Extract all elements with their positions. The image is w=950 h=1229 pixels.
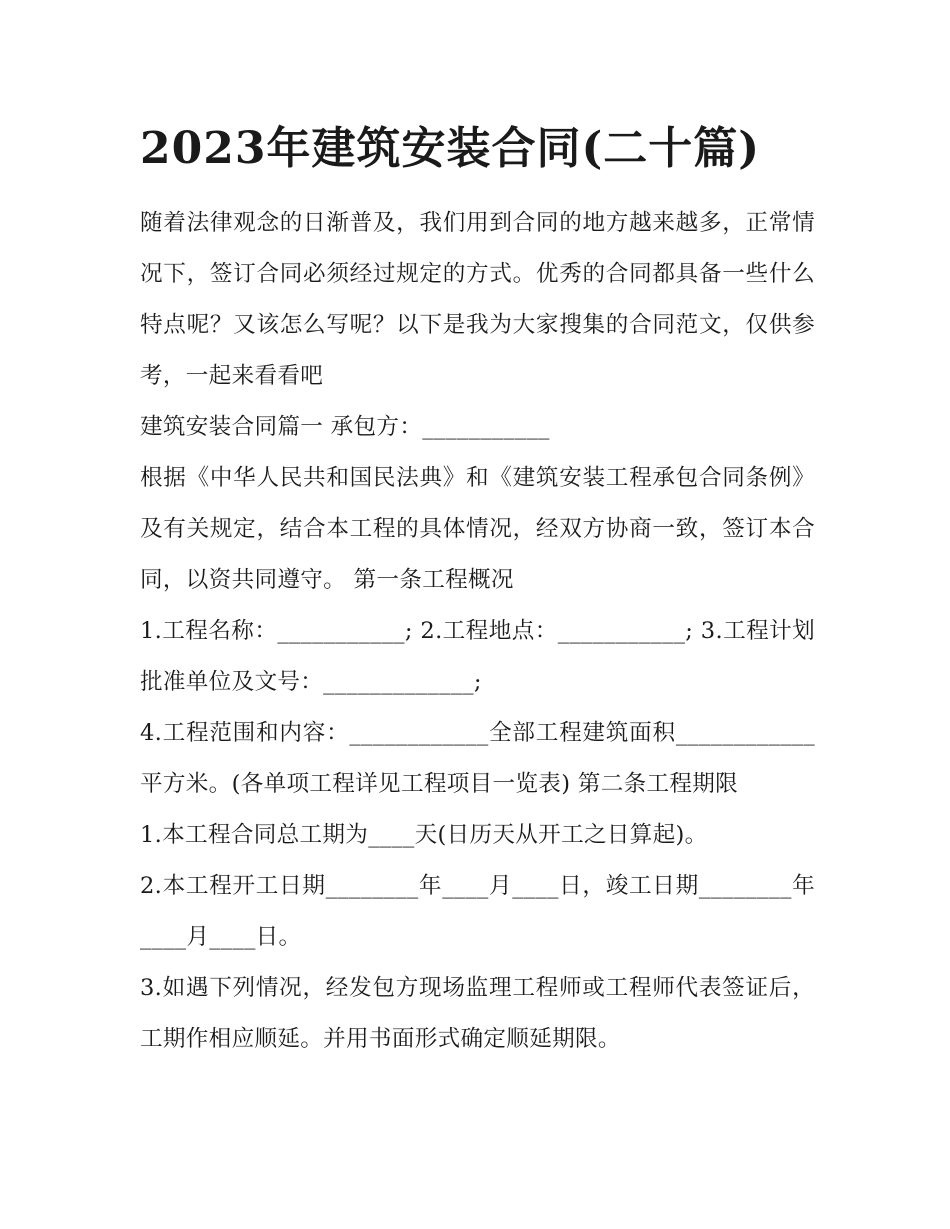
project-scope-line: 4.工程范围和内容：____________全部工程建筑面积____________平方米。(各单项工程详见工程项目一览表) 第二条工程期限 [140,720,815,797]
document-title: 2023年建筑安装合同(二十篇) [140,123,761,174]
extension-conditions-line: 3.如遇下列情况，经发包方现场监理工程师或工程师代表签证后，工期作相应顺延。并用书面形式确定顺延期限。 [140,975,815,1052]
project-name-location-line: 1.工程名称：___________; 2.工程地点：___________; 3.工程计划批准单位及文号：_____________; [140,618,815,695]
document-page [140,118,815,1065]
document-body [140,198,815,1065]
legal-basis-paragraph: 根据《中华人民共和国民法典》和《建筑安装工程承包合同条例》及有关规定，结合本工程的具体情况，经双方协商一致，签订本合同，以资共同遵守。 第一条工程概况 [140,465,815,593]
total-duration-line: 1.本工程合同总工期为____天(日历天从开工之日算起)。 [140,822,708,848]
contract-heading-contractor: 建筑安装合同篇一 承包方：___________ [140,414,550,440]
intro-paragraph: 随着法律观念的日渐普及，我们用到合同的地方越来越多，正常情况下，签订合同必须经过规定的方式。优秀的合同都具备一些什么特点呢？又该怎么写呢？以下是我为大家搜集的合同范文，仅供参考，一起来看看吧 [140,210,815,389]
start-end-date-line: 2.本工程开工日期________年____月____日，竣工日期________年____月____日。 [140,873,815,950]
